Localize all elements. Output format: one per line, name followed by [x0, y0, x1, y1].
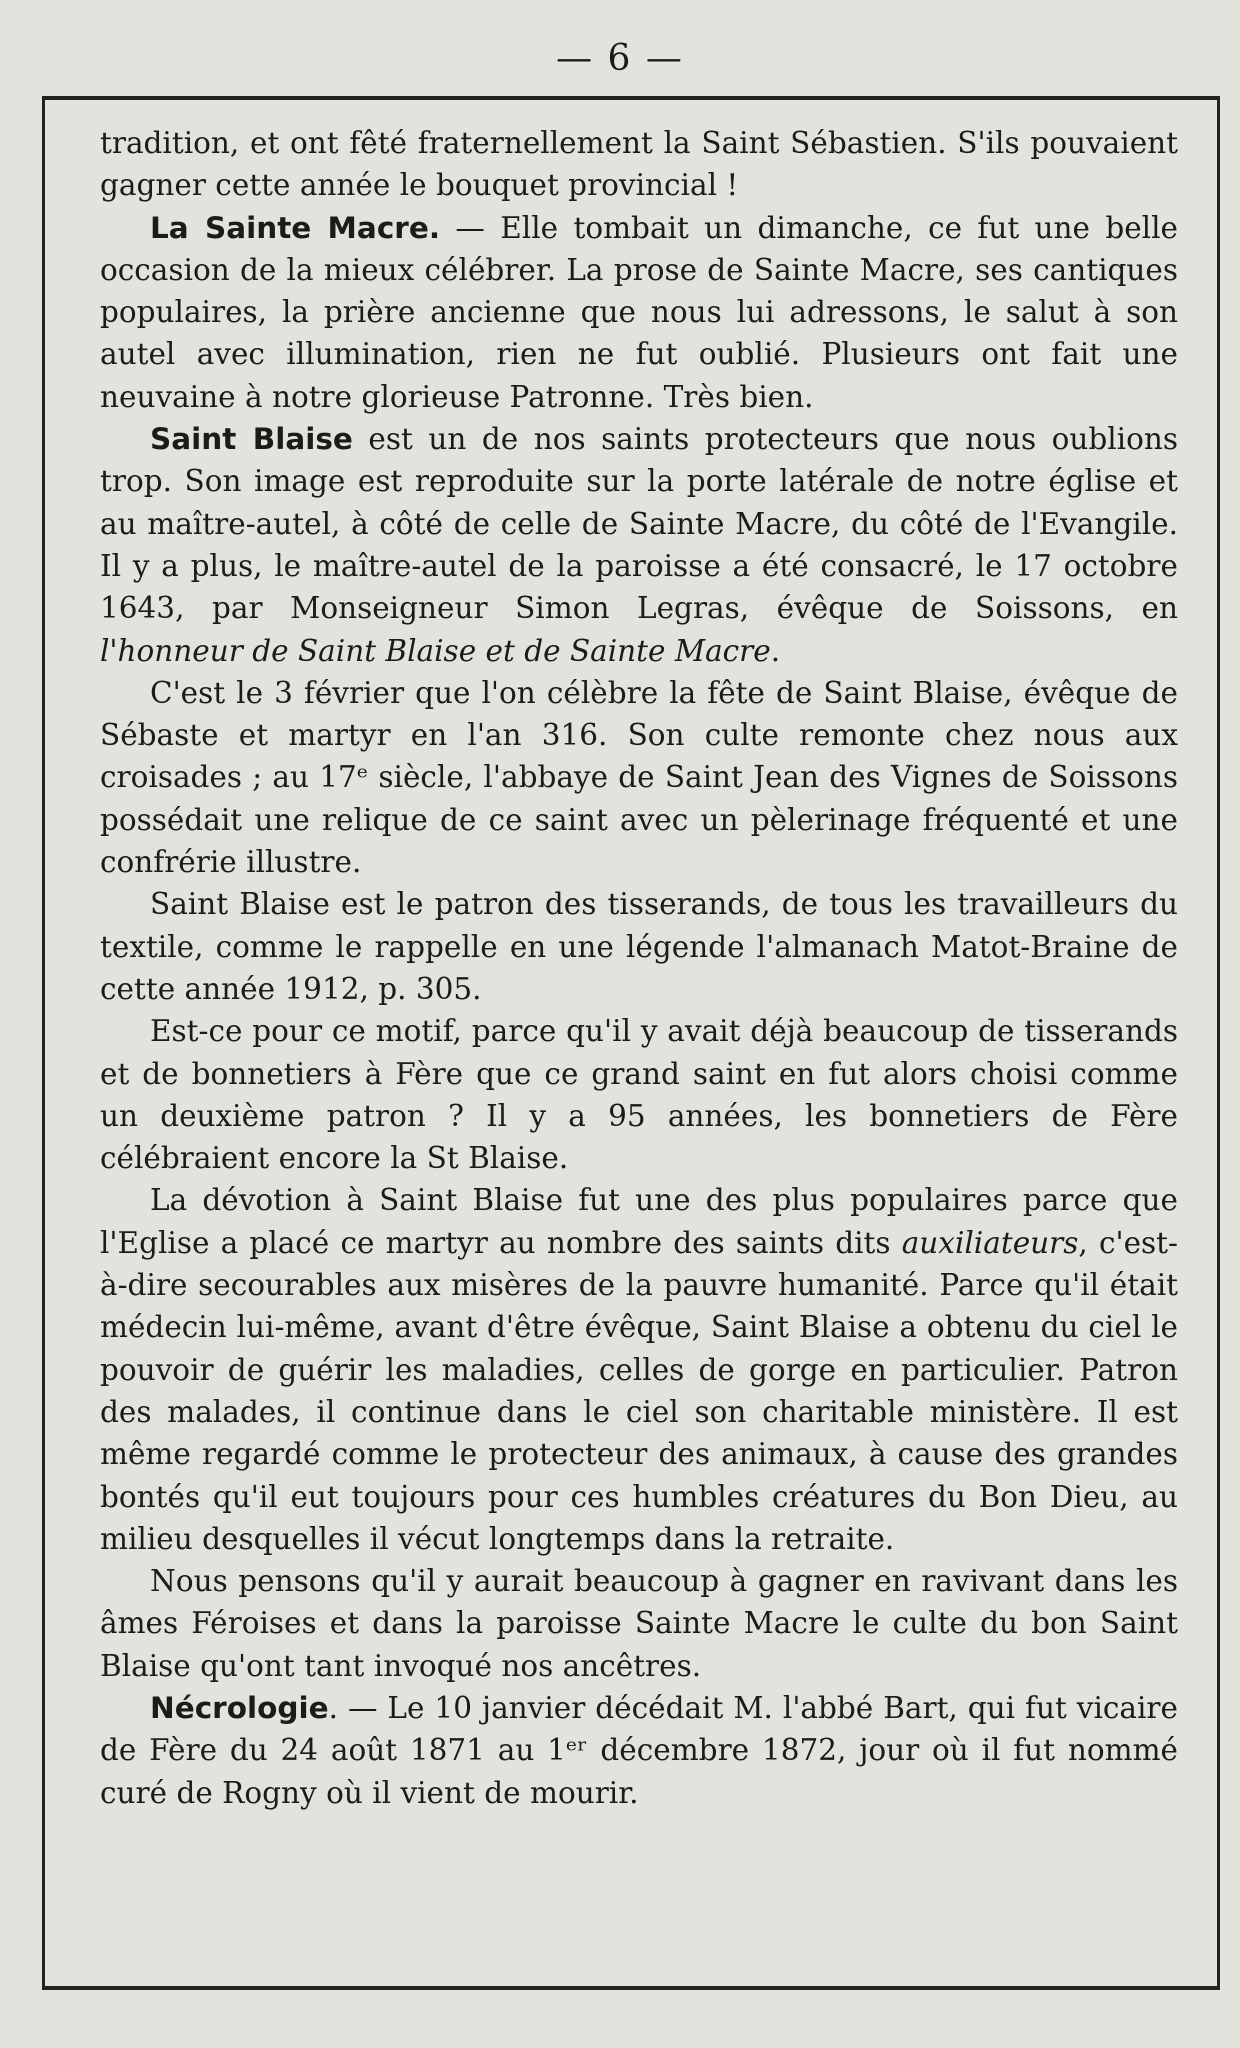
paragraph-7 [100, 1179, 1178, 1560]
paragraph-tail: , c'est-à-dire secourables aux misères de la pauvre humanité. Parce qu'il était médecin lui-même, avant d'être évêque, Saint Blaise a obtenu du ciel le pouvoir de guérir les maladies, celles de gorge en particulier. Patron des malades, il continue dans le ciel son charitable ministère. Il est même regardé comme le protecteur des animaux, à cause des grandes bontés qu'il eut toujours pour ces humbles créatures du Bon Dieu, au milieu desquelles il vécut longtemps dans la retraite. [100, 1225, 1179, 1556]
paragraph-heading: Saint Blaise [150, 422, 353, 457]
paragraph-tail: . [770, 633, 781, 668]
paragraph-heading: La Sainte Macre. [150, 210, 441, 245]
paragraph-4 [100, 672, 1178, 883]
paragraph-text: — Elle tombait un dimanche, ce fut une belle occasion de la mieux célébrer. La prose de Sainte Macre, ses cantiques populaires, la prière ancienne que nous lui adressons, le salut à son autel avec illumination, rien ne fut oublié. Plusieurs ont fait une neuvaine à notre glorieuse Patronne. Très bien. [100, 210, 1179, 414]
paragraph-text: . — Le 10 janvier décédait M. l'abbé Bart, qui fut vicaire de Fère du 24 août 1871 au 1ᵉʳ décembre 1872, jour où il fut nommé curé de Rogny où il vient de mourir. [100, 1690, 1178, 1810]
paragraph-text: est un de nos saints protecteurs que nous oublions trop. Son image est reproduite sur la porte latérale de notre église et au maître-autel, à côté de celle de Sainte Macre, du côté de l'Evangile. Il y a plus, le maître-autel de la paroisse a été consacré, le 17 octobre 1643, par Monseigneur Simon Legras, évêque de Soissons, en [100, 422, 1178, 626]
paragraph-italic: l'honneur de Saint Blaise et de Sainte Macre [100, 633, 771, 668]
paragraph-text: C'est le 3 février que l'on célèbre la fête de Saint Blaise, évêque de Sébaste et martyr en l'an 316. Son culte remonte chez nous aux croisades ; au 17ᵉ siècle, l'abbaye de Saint Jean des Vignes de Soissons possédait une relique de ce saint avec un pèlerinage fréquenté et une confrérie illustre. [100, 675, 1178, 880]
paragraph-text: Nous pensons qu'il y aurait beaucoup à gagner en ravivant dans les âmes Féroises et dans la paroisse Sainte Macre le culte du bon Saint Blaise qu'ont tant invoqué nos ancêtres. [100, 1564, 1178, 1683]
paragraph-necrologie [100, 1687, 1178, 1814]
paragraph-6 [100, 1010, 1178, 1179]
paragraph-italic: auxiliateurs [901, 1225, 1079, 1260]
paragraph-sainte-macre [100, 207, 1178, 418]
paragraph-1 [100, 122, 1178, 207]
paragraph-text: Est-ce pour ce motif, parce qu'il y avait déjà beaucoup de tisserands et de bonnetiers à Fère que ce grand saint en fut alors choisi comme un deuxième patron ? Il y a 95 années, les bonnetiers de Fère célébraient encore la St Blaise. [100, 1014, 1178, 1176]
paragraph-5 [100, 883, 1178, 1010]
page-number: — 6 — [556, 38, 684, 79]
paragraph-text: tradition, et ont fêté fraternellement la Saint Sébastien. S'ils pouvaient gagner cette année le bouquet provincial ! [100, 126, 1178, 203]
article-body [100, 122, 1178, 1814]
paragraph-8 [100, 1560, 1178, 1687]
paragraph-text: La dévotion à Saint Blaise fut une des plus populaires parce que l'Eglise a placé ce martyr au nombre des saints dits [100, 1183, 1178, 1260]
paragraph-saint-blaise [100, 418, 1178, 672]
paragraph-text: Saint Blaise est le patron des tisserands, de tous les travailleurs du textile, comme le rappelle en une légende l'almanach Matot-Braine de cette année 1912, p. 305. [100, 887, 1178, 1006]
paragraph-heading: Nécrologie [150, 1690, 329, 1725]
